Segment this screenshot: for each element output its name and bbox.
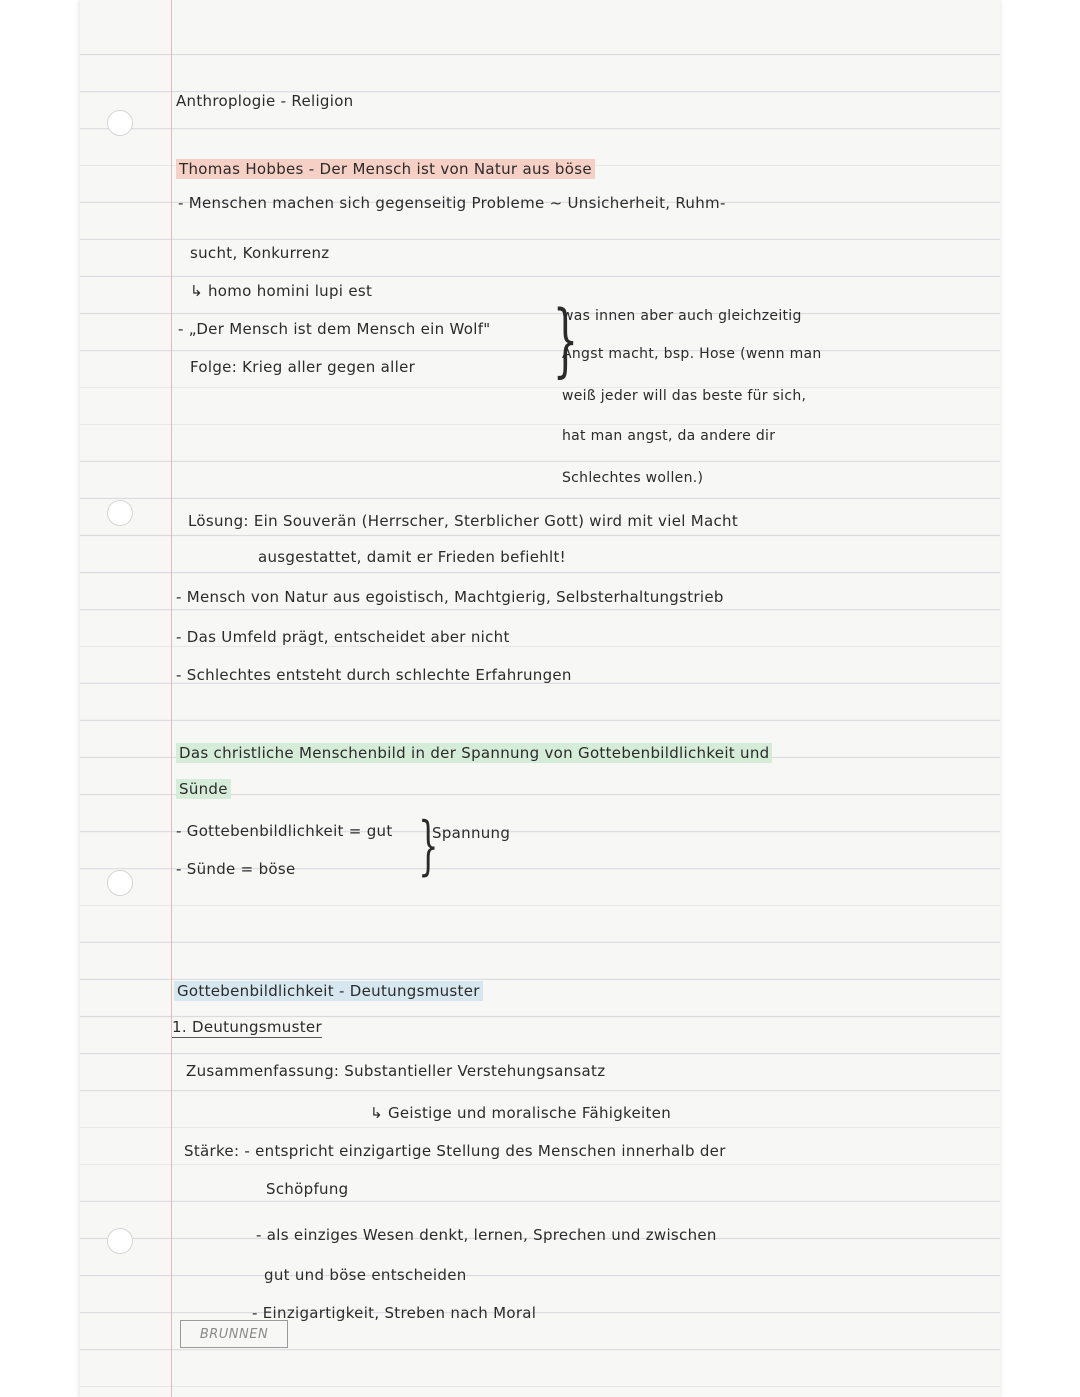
deutung-sub: 1. Deutungsmuster — [172, 1018, 322, 1036]
deutung-faehig: ↳ Geistige und moralische Fähigkeiten — [370, 1104, 672, 1122]
curly-brace: } — [552, 293, 579, 386]
spannung-label: Spannung — [432, 824, 511, 842]
hobbes-line-2: sucht, Konkurrenz — [190, 244, 330, 262]
hobbes-point-3: - Schlechtes entsteht durch schlechte Erfahrungen — [176, 666, 572, 684]
margin-line — [171, 0, 172, 1397]
side-note-1: was innen aber auch gleichzeitig — [562, 308, 802, 324]
christ-item-1: - Gottebenbildlichkeit = gut — [176, 822, 393, 840]
section-heading-christ-2: Sünde — [176, 780, 231, 798]
staerke-line-2: Schöpfung — [266, 1180, 349, 1198]
side-note-5: Schlechtes wollen.) — [562, 470, 704, 486]
staerke-line-1: Stärke: - entspricht einzigartige Stellung des Menschen innerhalb der — [184, 1142, 726, 1160]
brand-logo: BRUNNEN — [180, 1320, 288, 1348]
page-title: Anthroplogie - Religion — [176, 92, 354, 110]
punch-hole — [107, 500, 133, 526]
section-heading-deutung: Gottebenbildlichkeit - Deutungsmuster — [174, 982, 483, 1000]
hobbes-point-2: - Das Umfeld prägt, entscheidet aber nicht — [176, 628, 510, 646]
curly-brace: } — [418, 809, 439, 883]
side-note-4: hat man angst, da andere dir — [562, 428, 776, 444]
staerke-line-4: gut und böse entscheiden — [264, 1266, 467, 1284]
staerke-line-3: - als einziges Wesen denkt, lernen, Sprechen und zwischen — [256, 1226, 717, 1244]
hobbes-line-3: ↳ homo homini lupi est — [190, 282, 373, 300]
staerke-line-5: - Einzigartigkeit, Streben nach Moral — [252, 1304, 537, 1322]
loesung-line-1: Lösung: Ein Souverän (Herrscher, Sterblicher Gott) wird mit viel Macht — [188, 512, 739, 530]
punch-hole — [107, 870, 133, 896]
arrow-icon: ↳ — [370, 1104, 383, 1122]
hobbes-point-1: - Mensch von Natur aus egoistisch, Machtgierig, Selbsterhaltungstrieb — [176, 588, 724, 606]
side-note-2: Angst macht, bsp. Hose (wenn man — [562, 346, 822, 362]
punch-hole — [107, 110, 133, 136]
arrow-icon: ↳ — [190, 282, 203, 300]
christ-item-2: - Sünde = böse — [176, 860, 296, 878]
hobbes-quote: - „Der Mensch ist dem Mensch ein Wolf" — [178, 320, 491, 338]
section-heading-christ: Das christliche Menschenbild in der Spannung von Gottebenbildlichkeit und — [176, 744, 772, 762]
deutung-zusammen: Zusammenfassung: Substantieller Verstehungsansatz — [186, 1062, 606, 1080]
hobbes-folge: Folge: Krieg aller gegen aller — [190, 358, 416, 376]
section-heading-hobbes: Thomas Hobbes - Der Mensch ist von Natur aus böse — [176, 160, 595, 178]
side-note-3: weiß jeder will das beste für sich, — [562, 388, 807, 404]
hobbes-line-1: - Menschen machen sich gegenseitig Probleme ~ Unsicherheit, Ruhm- — [178, 194, 726, 212]
punch-hole — [107, 1228, 133, 1254]
loesung-line-2: ausgestattet, damit er Frieden befiehlt! — [258, 548, 566, 566]
